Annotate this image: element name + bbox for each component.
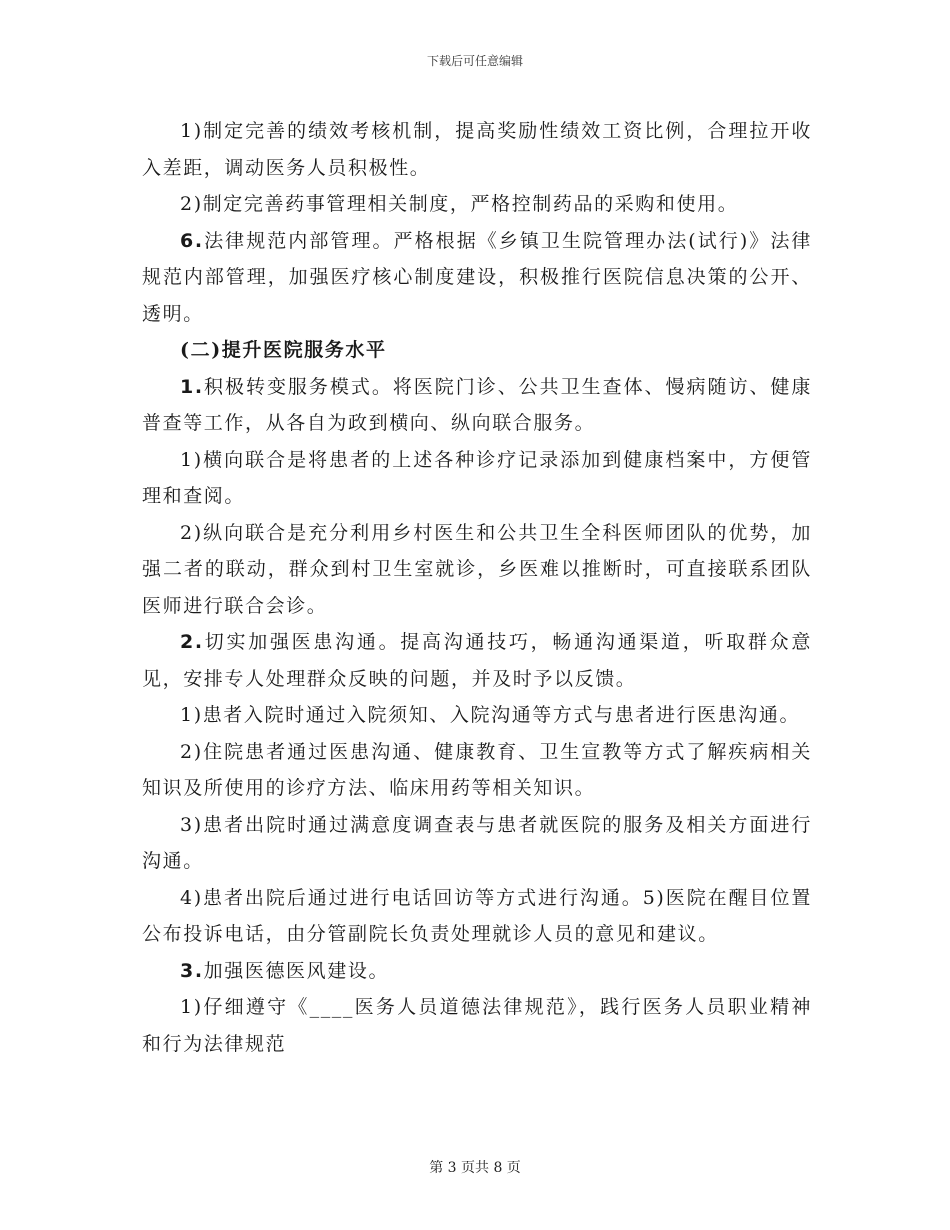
paragraph-2 [142, 186, 812, 223]
page-header: 下载后可任意编辑 [426, 54, 523, 68]
paragraph-text: 1)横向联合是将患者的上述各种诊疗记录添加到健康档案中，方便管理和查阅。 [142, 448, 812, 507]
section-heading [142, 332, 812, 369]
paragraph-10 [142, 734, 812, 807]
paragraph-1 [142, 113, 812, 186]
paragraph-6 [142, 442, 812, 515]
document-body [142, 113, 812, 1062]
paragraph-13 [142, 953, 812, 990]
paragraph-text: 法律规范内部管理。严格根据《乡镇卫生院管理办法(试行)》法律规范内部管理，加强医疗核心制度建设，积极推行医院信息决策的公开、透明。 [142, 229, 812, 325]
paragraph-8 [142, 624, 812, 697]
paragraph-text: 4)患者出院后通过进行电话回访等方式进行沟通。5)医院在醒目位置公布投诉电话，由分管副院长负责处理就诊人员的意见和建议。 [142, 886, 812, 945]
paragraph-prefix: 6. [180, 229, 204, 252]
paragraph-text: 加强医德医风建设。 [203, 959, 390, 982]
page-footer: 第 3 页共 8 页 [429, 1160, 521, 1176]
paragraph-14 [142, 989, 812, 1062]
paragraph-text: 积极转变服务模式。将医院门诊、公共卫生查体、慢病随访、健康普查等工作，从各自为政到横向、纵向联合服务。 [142, 375, 812, 434]
paragraph-3 [142, 223, 812, 333]
paragraph-prefix: 2. [180, 631, 204, 653]
paragraph-text: 切实加强医患沟通。提高沟通技巧，畅通沟通渠道，听取群众意见，安排专人处理群众反映的问题，并及时予以反馈。 [142, 631, 812, 690]
paragraph-prefix: 1. [180, 375, 204, 398]
paragraph-text: 2)制定完善药事管理相关制度，严格控制药品的采购和使用。 [180, 193, 739, 215]
paragraph-12 [142, 880, 812, 953]
paragraph-text: 2)住院患者通过医患沟通、健康教育、卫生宣教等方式了解疾病相关知识及所使用的诊疗方法、临床用药等相关知识。 [142, 740, 812, 799]
paragraph-prefix: 3. [180, 959, 204, 982]
paragraph-9 [142, 697, 812, 734]
paragraph-text: 2)纵向联合是充分利用乡村医生和公共卫生全科医师团队的优势，加强二者的联动，群众到村卫生室就诊，乡医难以推断时，可直接联系团队医师进行联合会诊。 [142, 521, 812, 617]
paragraph-text: 1)患者入院时通过入院须知、入院沟通等方式与患者进行医患沟通。 [180, 704, 801, 726]
paragraph-text: 3)患者出院时通过满意度调查表与患者就医院的服务及相关方面进行沟通。 [142, 813, 812, 872]
paragraph-text: 1)仔细遵守《____医务人员道德法律规范》，践行医务人员职业精神和行为法律规范 [142, 996, 812, 1055]
paragraph-5 [142, 369, 812, 442]
paragraph-11 [142, 807, 812, 880]
paragraph-7 [142, 515, 812, 625]
paragraph-text: 1)制定完善的绩效考核机制，提高奖励性绩效工资比例，合理拉开收入差距，调动医务人员积极性。 [142, 120, 812, 179]
section-heading-text: (二)提升医院服务水平 [180, 339, 387, 361]
